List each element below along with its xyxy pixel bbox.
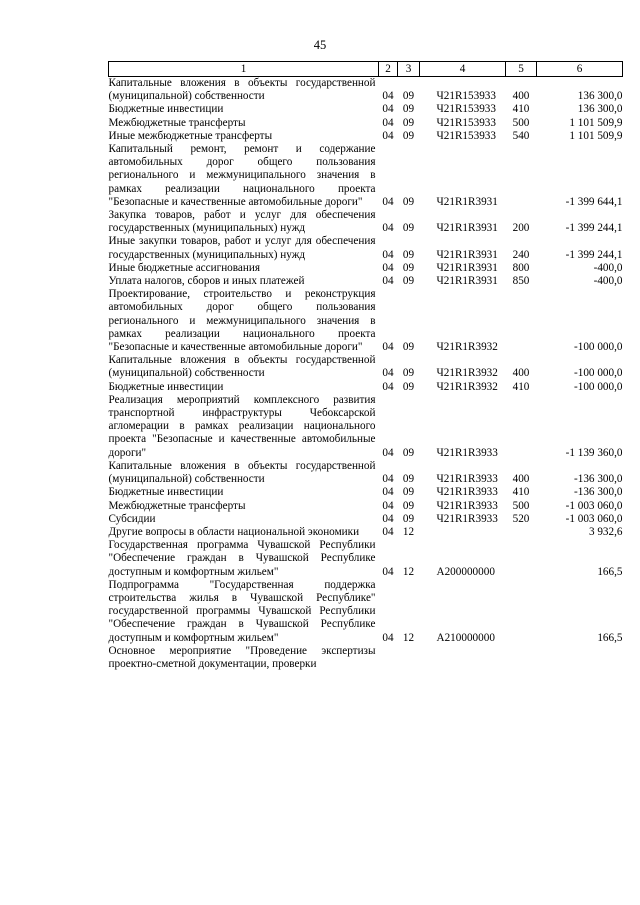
row-target-code: Ч21R1R3931 <box>436 248 498 261</box>
table-row <box>109 539 623 579</box>
row-section: 04 <box>382 195 394 208</box>
row-subsection: 09 <box>402 275 415 288</box>
table-row <box>109 513 623 526</box>
page-number: 45 <box>313 38 327 52</box>
row-name: Государственная программа Чувашской Республики "Обеспечение граждан в Чувашской Республике доступным и комфортным жильем" <box>108 539 376 578</box>
header-col-4: 4 <box>420 62 506 77</box>
table-row <box>109 500 623 513</box>
table-row <box>109 460 623 486</box>
row-target-code: Ч21R153933 <box>436 116 496 129</box>
row-name: Иные межбюджетные трансферты <box>108 129 273 142</box>
row-section: 04 <box>382 631 394 644</box>
row-subsection: 09 <box>402 103 415 116</box>
row-name: Уплата налогов, сборов и иных платежей <box>108 275 305 288</box>
table-row <box>109 288 623 354</box>
row-expense-type: 500 <box>512 116 530 129</box>
row-amount: 3 932,6 <box>588 525 623 538</box>
table-row <box>109 130 623 143</box>
row-amount: -1 399 244,1 <box>565 248 623 261</box>
row-target-code: Ч21R1R3933 <box>436 512 498 525</box>
row-expense-type: 240 <box>512 248 530 261</box>
budget-table <box>108 61 623 671</box>
row-section: 04 <box>382 222 394 235</box>
table-row <box>109 77 623 104</box>
table-row <box>109 579 623 645</box>
row-subsection: 09 <box>402 486 415 499</box>
row-amount: -1 003 060,0 <box>565 512 623 525</box>
row-expense-type <box>506 645 537 671</box>
row-amount: -400,0 <box>593 261 623 274</box>
row-subsection: 12 <box>402 565 415 578</box>
row-section: 04 <box>382 275 394 288</box>
row-subsection: 09 <box>402 248 415 261</box>
row-expense-type: 410 <box>512 486 530 499</box>
row-amount: 166,5 <box>597 631 623 644</box>
row-subsection: 09 <box>402 195 415 208</box>
header-col-6: 6 <box>537 62 623 77</box>
table-row <box>109 209 623 235</box>
row-subsection: 09 <box>402 341 415 354</box>
table-row <box>109 381 623 394</box>
row-target-code: А200000000 <box>436 565 495 578</box>
budget-table-container <box>108 61 622 671</box>
row-name: Межбюджетные трансферты <box>108 499 246 512</box>
header-col-2: 2 <box>379 62 398 77</box>
row-section: 04 <box>382 261 394 274</box>
row-name: Межбюджетные трансферты <box>108 116 246 129</box>
row-target-code: Ч21R1R3932 <box>436 367 498 380</box>
row-section <box>379 645 398 671</box>
row-name: Проектирование, строительство и реконструкция автомобильных дорог общего пользования регионального и межмуниципального значения в рамках реализации национального проекта "Безопасные и качественные автомобильные дороги" <box>108 288 376 354</box>
table-row <box>109 235 623 261</box>
row-section: 04 <box>382 486 394 499</box>
row-name: Реализация мероприятий комплексного развития транспортной инфраструктуры Чебоксарской агломерации в рамках реализации национального проекта "Безопасные и качественные автомобильные дороги" <box>108 393 376 459</box>
row-section: 04 <box>382 103 394 116</box>
row-expense-type: 540 <box>512 129 530 142</box>
header-col-1: 1 <box>109 62 379 77</box>
row-expense-type: 850 <box>512 275 530 288</box>
row-expense-type <box>506 394 537 460</box>
row-amount: -1 399 244,1 <box>565 222 623 235</box>
row-expense-type: 200 <box>512 222 530 235</box>
row-expense-type <box>506 288 537 354</box>
row-target-code: Ч21R1R3931 <box>436 195 498 208</box>
row-expense-type <box>506 526 537 539</box>
row-subsection: 09 <box>402 222 415 235</box>
row-target-code: Ч21R1R3933 <box>436 446 498 459</box>
row-amount: -100 000,0 <box>574 341 623 354</box>
row-target-code: Ч21R1R3933 <box>436 486 498 499</box>
row-subsection: 09 <box>402 261 415 274</box>
row-subsection: 09 <box>402 116 415 129</box>
row-amount: -100 000,0 <box>574 380 623 393</box>
table-row <box>109 486 623 499</box>
row-subsection: 09 <box>402 367 415 380</box>
row-amount: 166,5 <box>597 565 623 578</box>
row-amount: 1 101 509,9 <box>569 116 623 129</box>
row-section: 04 <box>382 380 394 393</box>
row-subsection: 12 <box>402 525 415 538</box>
row-expense-type: 400 <box>512 367 530 380</box>
row-amount <box>537 645 623 671</box>
row-expense-type: 400 <box>512 90 530 103</box>
row-section: 04 <box>382 446 394 459</box>
row-amount: -136 300,0 <box>574 473 623 486</box>
row-expense-type <box>506 579 537 645</box>
row-expense-type: 410 <box>512 380 530 393</box>
row-name: Основное мероприятие "Проведение экспертизы проектно-сметной документации, проверки <box>108 644 376 670</box>
row-name: Иные бюджетные ассигнования <box>108 261 260 274</box>
row-target-code: Ч21R1R3933 <box>436 473 498 486</box>
table-row <box>109 103 623 116</box>
row-name: Бюджетные инвестиции <box>108 103 224 116</box>
row-expense-type <box>506 539 537 579</box>
row-target-code <box>420 526 506 539</box>
row-name: Подпрограмма "Государственная поддержка строительства жилья в Чувашской Республике" государственной программы Чувашской Республики "Обеспечение граждан в Чувашской Республике доступным и комфортным жильем" <box>108 578 376 644</box>
header-col-3: 3 <box>398 62 420 77</box>
row-subsection <box>398 645 420 671</box>
row-subsection: 12 <box>402 631 415 644</box>
row-name: Закупка товаров, работ и услуг для обеспечения государственных (муниципальных) нужд <box>108 209 376 235</box>
table-row <box>109 117 623 130</box>
row-subsection: 09 <box>402 512 415 525</box>
row-name: Бюджетные инвестиции <box>108 486 224 499</box>
row-name: Бюджетные инвестиции <box>108 380 224 393</box>
row-section: 04 <box>382 512 394 525</box>
row-expense-type: 500 <box>512 499 530 512</box>
row-target-code: А210000000 <box>436 631 495 644</box>
row-expense-type: 800 <box>512 261 530 274</box>
row-name: Капитальные вложения в объекты государственной (муниципальной) собственности <box>108 459 376 486</box>
table-row <box>109 394 623 460</box>
row-expense-type: 410 <box>512 103 530 116</box>
row-target-code: Ч21R1R3932 <box>436 380 498 393</box>
row-amount: -100 000,0 <box>574 367 623 380</box>
row-amount: 136 300,0 <box>577 90 623 103</box>
table-row <box>109 645 623 671</box>
row-name: Капитальный ремонт, ремонт и содержание автомобильных дорог общего пользования регионального и межмуниципального значения в рамках реализации национального проекта "Безопасные и качественные автомобильные дороги" <box>108 143 376 208</box>
table-body <box>109 77 623 672</box>
row-amount: 1 101 509,9 <box>569 129 623 142</box>
table-row <box>109 143 623 209</box>
table-row <box>109 526 623 539</box>
row-section: 04 <box>382 341 394 354</box>
row-section: 04 <box>382 129 394 142</box>
row-section: 04 <box>382 565 394 578</box>
row-target-code: Ч21R153933 <box>436 129 496 142</box>
row-target-code: Ч21R1R3931 <box>436 275 498 288</box>
row-target-code: Ч21R153933 <box>436 90 496 103</box>
row-expense-type <box>506 143 537 209</box>
row-subsection: 09 <box>402 380 415 393</box>
row-name: Другие вопросы в области национальной экономики <box>108 525 360 538</box>
row-target-code: Ч21R153933 <box>436 103 496 116</box>
row-amount: -1 399 644,1 <box>565 195 623 208</box>
row-name: Капитальные вложения в объекты государственной (муниципальной) собственности <box>108 77 376 103</box>
row-subsection: 09 <box>402 90 415 103</box>
row-amount: -400,0 <box>593 275 623 288</box>
row-amount: -136 300,0 <box>574 486 623 499</box>
row-section: 04 <box>382 248 394 261</box>
row-target-code: Ч21R1R3932 <box>436 341 498 354</box>
row-subsection: 09 <box>402 129 415 142</box>
row-target-code: Ч21R1R3931 <box>436 261 498 274</box>
row-amount: 136 300,0 <box>577 103 623 116</box>
row-section: 04 <box>382 116 394 129</box>
row-name: Капитальные вложения в объекты государственной (муниципальной) собственности <box>108 354 376 380</box>
row-expense-type: 400 <box>512 473 530 486</box>
row-target-code: Ч21R1R3933 <box>436 499 498 512</box>
row-amount: -1 139 360,0 <box>565 446 623 459</box>
table-row <box>109 262 623 275</box>
header-col-5: 5 <box>506 62 537 77</box>
row-subsection: 09 <box>402 473 415 486</box>
row-section: 04 <box>382 525 394 538</box>
row-name: Иные закупки товаров, работ и услуг для обеспечения государственных (муниципальных) нужд <box>108 235 376 261</box>
table-row <box>109 275 623 288</box>
row-section: 04 <box>382 367 394 380</box>
row-expense-type: 520 <box>512 512 530 525</box>
row-section: 04 <box>382 473 394 486</box>
row-amount: -1 003 060,0 <box>565 499 623 512</box>
row-target-code: Ч21R1R3931 <box>436 222 498 235</box>
row-target-code <box>420 645 506 671</box>
table-row <box>109 354 623 380</box>
row-section: 04 <box>382 499 394 512</box>
row-subsection: 09 <box>402 446 415 459</box>
header-row <box>109 62 623 77</box>
row-name: Субсидии <box>108 512 156 525</box>
row-subsection: 09 <box>402 499 415 512</box>
row-section: 04 <box>382 90 394 103</box>
